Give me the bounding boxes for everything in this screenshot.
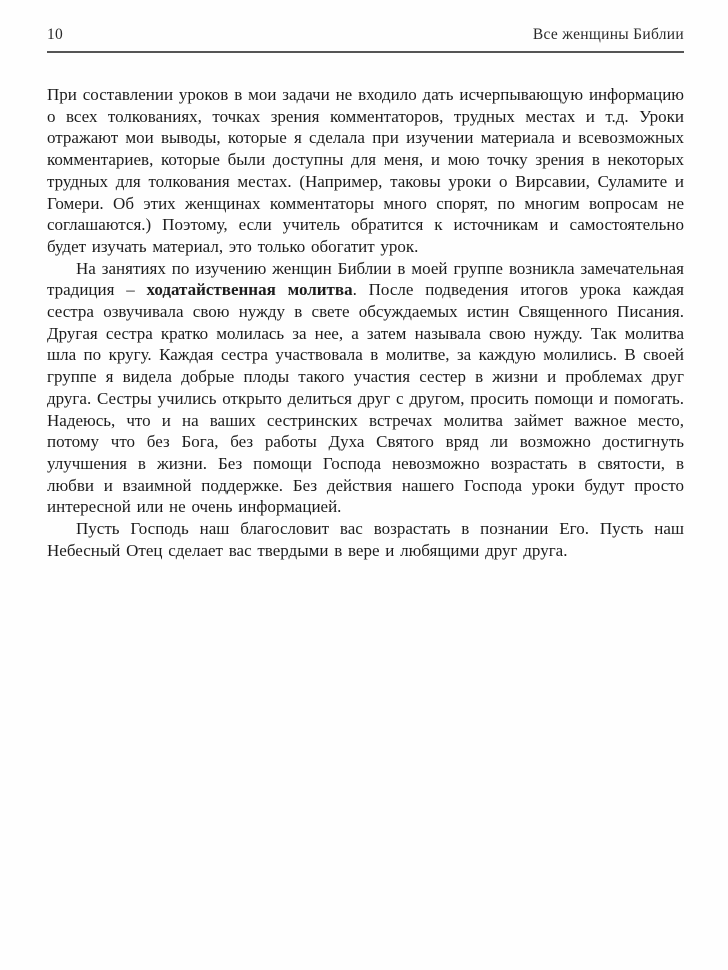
page-body xyxy=(47,84,684,561)
paragraph-2-bold-phrase: ходатайственная молитва xyxy=(146,280,353,300)
paragraph-1: При составлении уроков в мои задачи не входило дать исчерпывающую информацию о всех толкованиях, точках зрения комментаторов, трудных местах и т.д. Уроки отражают мои выводы, которые я сделала при изучении материала и всевозможных комментариев, которые были доступны для меня, и мою точку зрения в некоторых трудных для толкования местах. (Например, таковы уроки о Вирсавии, Суламите и Гомери. Об этих женщинах комментаторы много спорят, по многим вопросам не соглашаются.) Поэтому, если учитель обратится к источникам и самостоятельно будет изучать материал, это только обогатит урок. xyxy=(47,85,684,256)
paragraph-2 xyxy=(47,258,684,518)
page-header xyxy=(47,26,684,44)
header-rule xyxy=(47,51,684,53)
paragraph-3: Пусть Господь наш благословит вас возрастать в познании Его. Пусть наш Небесный Отец сделает вас твердыми в вере и любящими друг друга. xyxy=(47,519,684,560)
paragraph-2-before-bold: На занятиях по изучению женщин Библии в моей группе возникла замечательная традиция – xyxy=(47,258,684,300)
page-number: 10 xyxy=(47,26,64,43)
paragraph-2-after-bold: . После подведения итогов урока каждая сестра озвучивала свою нужду в свете обсуждаемых истин Священного Писания. Другая сестра кратко молилась за нее, а затем называла свою нужду. Так молитва шла по кругу. Каждая сестра участвовала в молитве, за каждую молились. В своей группе я видела добрые плоды такого участия сестер в жизни и проблемах друг друга. Сестры учились открыто делиться друг с другом, просить помощи и помогать. Надеюсь, что и на ваших сестринских встречах молитва займет важное место, потому что без Бога, без работы Духа Святого вряд ли возможно достигнуть улучшения в жизни. Без помощи Господа невозможно возрастать в святости, в любви и взаимной поддержке. Без действия нашего Господа уроки будут просто интересной или не очень информацией. xyxy=(47,280,684,517)
running-head: Все женщины Библии xyxy=(532,26,684,43)
